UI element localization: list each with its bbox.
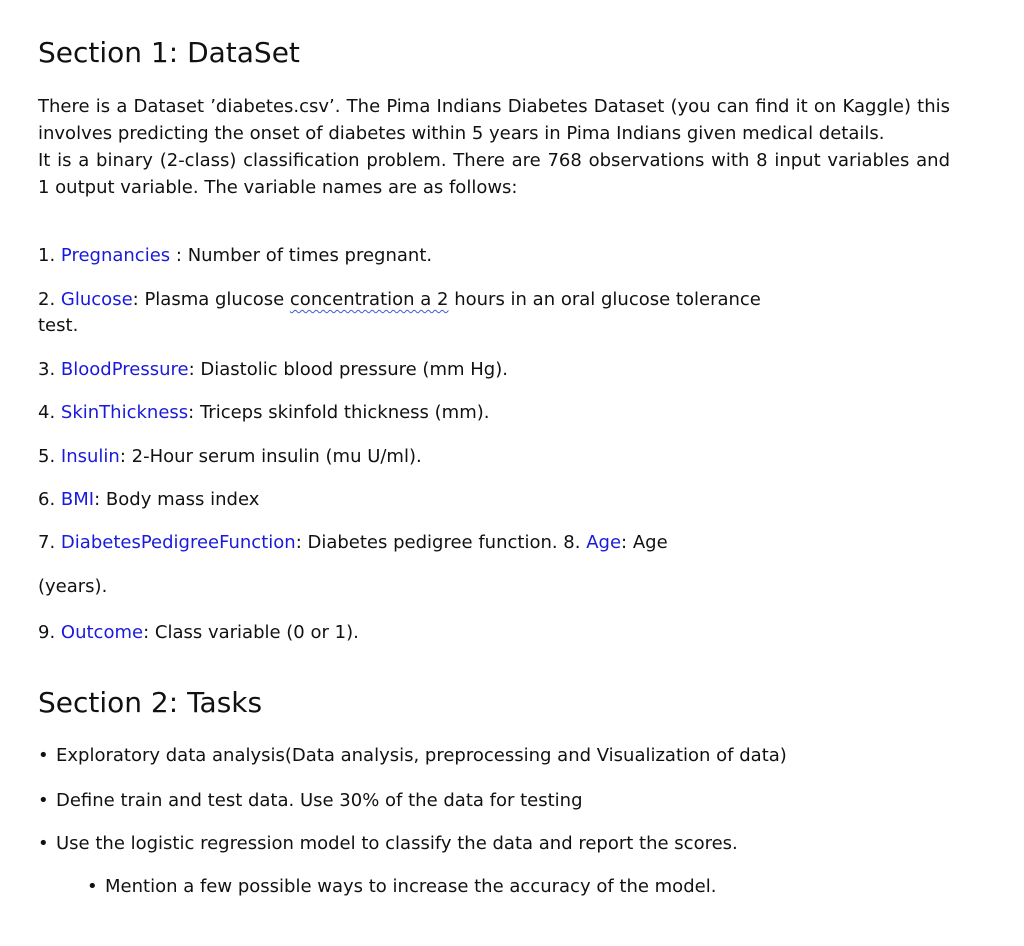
bullet-icon: • [87, 876, 98, 897]
task-list-item [38, 833, 738, 854]
dataset-problem-text: It is a binary (2-class) classification problem. There are 768 observations with 8 input variables and 1 output variable. The variable names are as follows: [38, 150, 950, 198]
section-1-heading: Section 1: DataSet [38, 36, 300, 69]
variable-item-skinthickness [38, 402, 490, 423]
variable-number: 9. [38, 622, 56, 643]
variable-number: 2. [38, 289, 56, 310]
variable-description-age: Age [632, 532, 668, 553]
variable-separator: : [119, 446, 132, 467]
section-2-heading: Section 2: Tasks [38, 686, 263, 719]
variable-item-bloodpressure [38, 359, 508, 380]
variable-item-insulin [38, 446, 422, 467]
variable-number: 4. [38, 402, 56, 423]
bullet-icon: • [38, 833, 49, 854]
spellcheck-flagged-text[interactable]: concentration a 2 [289, 289, 449, 310]
variable-item-glucose-continuation: test. [38, 315, 79, 336]
dataset-intro-text: There is a Dataset ’diabetes.csv’. The Pima Indians Diabetes Dataset (you can find it on Kaggle) this involves predicting the onset of diabetes within 5 years in Pima Indians given medical details. [38, 96, 950, 144]
variable-item-bmi [38, 489, 259, 510]
task-text: Exploratory data analysis(Data analysis, preprocessing and Visualization of data) [56, 745, 787, 766]
variable-name: Outcome [60, 622, 144, 643]
bullet-icon: • [38, 790, 49, 811]
variable-name-age: Age [586, 532, 622, 553]
variable-name: DiabetesPedigreeFunction [60, 532, 296, 553]
variable-item-glucose [38, 289, 761, 310]
variable-name: BMI [60, 489, 95, 510]
variable-item-outcome [38, 622, 359, 643]
task-text: Mention a few possible ways to increase the accuracy of the model. [105, 876, 717, 897]
task-text: Use the logistic regression model to classify the data and report the scores. [56, 833, 738, 854]
variable-description-rest: hours in an oral glucose tolerance [448, 289, 761, 310]
variable-separator: : [621, 532, 633, 553]
variable-description: Diastolic blood pressure (mm Hg). [200, 359, 508, 380]
variable-name: Insulin [60, 446, 120, 467]
variable-description: Number of times pregnant. [187, 245, 433, 266]
variable-item-age-continuation: (years). [38, 576, 108, 597]
variable-separator: : [94, 489, 106, 510]
variable-separator: : [132, 289, 145, 310]
variable-number: 3. [38, 359, 56, 380]
variable-description: Plasma glucose [144, 289, 290, 310]
variable-separator: : [188, 359, 201, 380]
dataset-description-paragraph [38, 93, 950, 201]
variable-number: 5. [38, 446, 56, 467]
task-list-item [38, 790, 583, 811]
variable-description: Diabetes pedigree function. 8. [307, 532, 587, 553]
variable-description: 2-Hour serum insulin (mu U/ml). [131, 446, 422, 467]
variable-description: Class variable (0 or 1). [154, 622, 359, 643]
task-text: Define train and test data. Use 30% of the data for testing [56, 790, 583, 811]
task-list-subitem [87, 876, 716, 897]
variable-separator: : [188, 402, 200, 423]
variable-separator: : [170, 245, 188, 266]
variable-separator: : [295, 532, 308, 553]
variable-description: Body mass index [105, 489, 260, 510]
variable-number: 6. [38, 489, 56, 510]
variable-name: Glucose [60, 289, 133, 310]
variable-name: Pregnancies [60, 245, 171, 266]
variable-item-pregnancies [38, 245, 432, 266]
variable-number: 7. [38, 532, 56, 553]
task-list-item [38, 745, 787, 766]
variable-separator: : [143, 622, 155, 643]
variable-item-diabetespedigreefunction [38, 532, 668, 553]
variable-number: 1. [38, 245, 56, 266]
variable-name: SkinThickness [60, 402, 189, 423]
variable-description: Triceps skinfold thickness (mm). [199, 402, 490, 423]
bullet-icon: • [38, 745, 49, 766]
variable-name: BloodPressure [60, 359, 189, 380]
